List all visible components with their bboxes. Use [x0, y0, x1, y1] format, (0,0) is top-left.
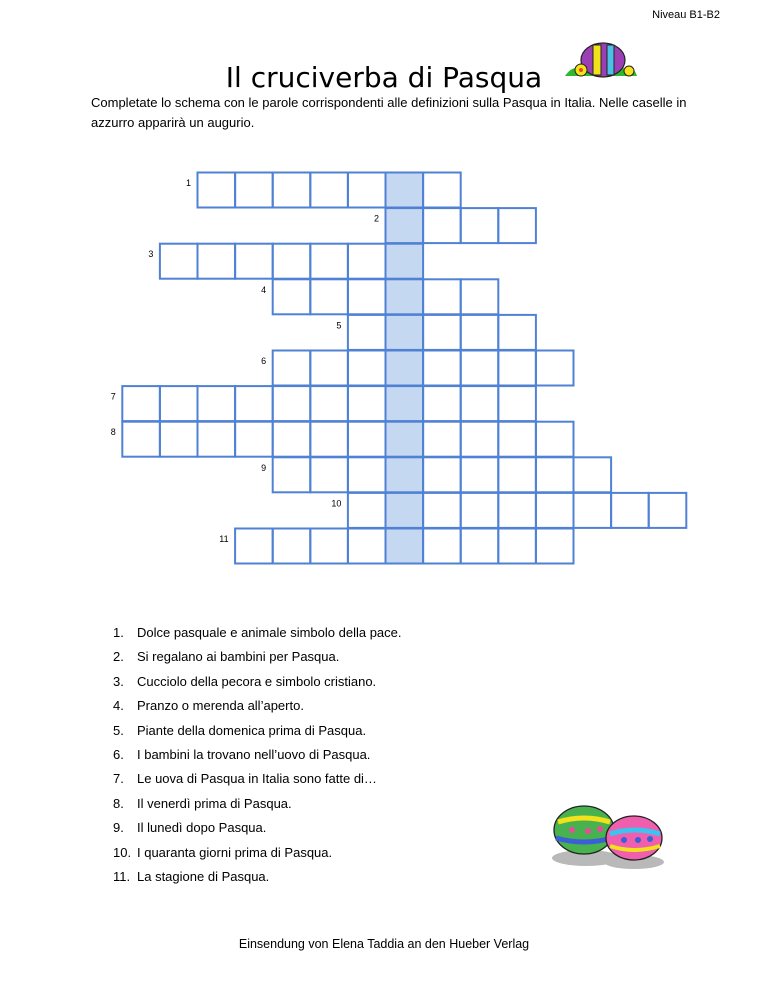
crossword-cell[interactable]: [423, 351, 461, 386]
crossword-cell[interactable]: [348, 351, 386, 386]
crossword-cell[interactable]: [423, 208, 461, 243]
crossword-cell[interactable]: [348, 244, 386, 279]
crossword-cell[interactable]: [273, 244, 311, 279]
row-number-7: 7: [110, 391, 116, 402]
clue-number: 3.: [113, 673, 124, 689]
crossword-cell[interactable]: [423, 422, 461, 457]
clue-text: Pranzo o merenda all’aperto.: [137, 698, 304, 714]
row-number-11: 11: [219, 534, 229, 544]
row-number-4: 4: [261, 284, 267, 295]
crossword-cell[interactable]: [348, 529, 386, 564]
crossword-cell[interactable]: [386, 315, 424, 350]
crossword-cell[interactable]: [386, 208, 424, 243]
crossword-cell[interactable]: [310, 529, 348, 564]
crossword-cell[interactable]: [122, 422, 160, 457]
clue-item: [113, 794, 402, 818]
clue-item: [113, 769, 402, 793]
crossword-cell[interactable]: [273, 529, 311, 564]
crossword-cell[interactable]: [198, 173, 236, 208]
clue-item: [113, 867, 402, 891]
clue-text: Il lunedì dopo Pasqua.: [137, 820, 267, 836]
highlight-column: [385, 172, 423, 564]
clue-number: 4.: [113, 698, 124, 714]
clue-text: Dolce pasquale e animale simbolo della pace.: [137, 625, 402, 640]
crossword-cell[interactable]: [461, 208, 499, 243]
crossword-cell[interactable]: [423, 173, 461, 208]
intro-text: Completate lo schema con le parole corrispondenti alle definizioni sulla Pasqua in Italia. Nelle caselle in azzurro apparirà un augurio.: [91, 95, 687, 130]
crossword-cell[interactable]: [273, 422, 311, 457]
clue-number: 2.: [113, 649, 124, 665]
clue-item: [113, 647, 402, 671]
crossword-cell[interactable]: [273, 279, 311, 314]
clue-number: 6.: [113, 746, 124, 762]
crossword-cell[interactable]: [122, 386, 160, 421]
crossword-cell[interactable]: [198, 422, 236, 457]
crossword-cell[interactable]: [310, 386, 348, 421]
crossword-cell[interactable]: [348, 173, 386, 208]
row-number-5: 5: [336, 320, 342, 331]
clue-number: 8.: [113, 795, 124, 811]
crossword-cell[interactable]: [348, 315, 386, 350]
crossword-cell[interactable]: [536, 457, 574, 492]
crossword-cell[interactable]: [235, 173, 273, 208]
crossword-cell[interactable]: [273, 351, 311, 386]
crossword-cell[interactable]: [536, 529, 574, 564]
crossword-cell[interactable]: [574, 493, 612, 528]
footer-credit: Einsendung von Elena Taddia an den Hueber Verlag: [238, 937, 530, 951]
clue-text: Si regalano ai bambini per Pasqua.: [137, 649, 340, 665]
clue-item: [113, 818, 402, 842]
clue-text: I bambini la trovano nell’uovo di Pasqua.: [137, 746, 371, 762]
row-number-9: 9: [261, 462, 267, 473]
crossword-cell[interactable]: [310, 244, 348, 279]
clue-text: Il venerdì prima di Pasqua.: [137, 795, 292, 811]
crossword-cell[interactable]: [498, 386, 536, 421]
row-number-6: 6: [261, 356, 267, 366]
crossword-cell[interactable]: [235, 244, 273, 279]
crossword-cell[interactable]: [498, 529, 536, 564]
crossword-cell[interactable]: [348, 422, 386, 457]
clue-item: [113, 623, 402, 647]
crossword-cell[interactable]: [649, 493, 687, 528]
crossword-cell[interactable]: [386, 173, 424, 208]
easter-egg-icon: [563, 40, 639, 82]
clue-item: [113, 745, 402, 769]
crossword-cell[interactable]: [310, 422, 348, 457]
level-label: Niveau B1-B2: [652, 9, 720, 21]
page-title: Il cruciverba di Pasqua: [225, 60, 543, 94]
crossword-cell[interactable]: [386, 279, 424, 314]
crossword-cell[interactable]: [498, 208, 536, 243]
clue-number: 5.: [113, 722, 124, 738]
crossword-cell[interactable]: [461, 351, 499, 386]
crossword-cell[interactable]: [423, 529, 461, 564]
crossword-cell[interactable]: [310, 351, 348, 386]
row-number-3: 3: [148, 249, 154, 260]
crossword-cell[interactable]: [386, 493, 424, 528]
crossword-cell[interactable]: [498, 493, 536, 528]
clue-text: Piante della domenica prima di Pasqua.: [137, 722, 367, 738]
clue-number: 11.: [113, 868, 131, 884]
crossword-cell[interactable]: [235, 422, 273, 457]
crossword-cell[interactable]: [348, 457, 386, 492]
row-number-8: 8: [110, 427, 116, 438]
row-number-10: 10: [331, 498, 342, 509]
crossword-cell[interactable]: [348, 279, 386, 314]
clue-list: [113, 623, 402, 891]
crossword-cell[interactable]: [386, 386, 424, 421]
crossword-cell[interactable]: [461, 422, 499, 457]
crossword-cell[interactable]: [498, 315, 536, 350]
crossword-cell[interactable]: [536, 493, 574, 528]
clue-number: 7.: [113, 771, 124, 787]
crossword-cell[interactable]: [574, 457, 612, 492]
crossword-cell[interactable]: [423, 493, 461, 528]
clue-item: [113, 696, 402, 720]
row-number-1: 1: [185, 178, 191, 188]
crossword-cell[interactable]: [386, 529, 424, 564]
clue-text: I quaranta giorni prima di Pasqua.: [137, 844, 333, 860]
crossword-cell[interactable]: [461, 315, 499, 350]
crossword-cell[interactable]: [423, 279, 461, 314]
crossword-cell[interactable]: [386, 457, 424, 492]
crossword-cell[interactable]: [423, 457, 461, 492]
crossword-cell[interactable]: [310, 279, 348, 314]
crossword-cell[interactable]: [461, 386, 499, 421]
crossword-cell[interactable]: [310, 173, 348, 208]
crossword-cell[interactable]: [273, 457, 311, 492]
clue-item: [113, 721, 402, 745]
crossword-cell[interactable]: [498, 351, 536, 386]
crossword-cell[interactable]: [461, 493, 499, 528]
crossword-cell[interactable]: [461, 279, 499, 314]
crossword-cell[interactable]: [348, 493, 386, 528]
crossword-cell[interactable]: [386, 351, 424, 386]
crossword-cell[interactable]: [386, 244, 424, 279]
crossword-cell[interactable]: [273, 173, 311, 208]
clue-text: La stagione di Pasqua.: [137, 868, 270, 884]
crossword-cell[interactable]: [348, 386, 386, 421]
crossword-cell[interactable]: [273, 386, 311, 421]
crossword-cell[interactable]: [498, 422, 536, 457]
crossword-cell[interactable]: [386, 422, 424, 457]
clue-number: 1.: [113, 625, 124, 640]
crossword-cell[interactable]: [198, 386, 236, 421]
crossword-cell[interactable]: [235, 529, 273, 564]
crossword-cell[interactable]: [160, 244, 198, 279]
crossword-cell[interactable]: [611, 493, 649, 528]
row-number-2: 2: [373, 213, 379, 224]
crossword-cell[interactable]: [498, 457, 536, 492]
crossword-cell[interactable]: [536, 351, 574, 386]
crossword-cell[interactable]: [310, 457, 348, 492]
clue-text: Cucciolo della pecora e simbolo cristiano.: [137, 673, 377, 689]
clue-item: [113, 843, 402, 867]
crossword-cell[interactable]: [536, 422, 574, 457]
crossword-cell[interactable]: [160, 386, 198, 421]
clue-item: [113, 672, 402, 696]
crossword-cell[interactable]: [198, 244, 236, 279]
clue-number: 10.: [113, 844, 132, 860]
crossword-cell[interactable]: [423, 386, 461, 421]
easter-eggs-icon: [548, 800, 668, 870]
crossword-cell[interactable]: [160, 422, 198, 457]
crossword-cell[interactable]: [461, 457, 499, 492]
crossword-cell[interactable]: [235, 386, 273, 421]
crossword-cell[interactable]: [423, 315, 461, 350]
clue-number: 9.: [113, 820, 124, 836]
clue-text: Le uova di Pasqua in Italia sono fatte di…: [137, 771, 377, 787]
crossword-cell[interactable]: [461, 529, 499, 564]
